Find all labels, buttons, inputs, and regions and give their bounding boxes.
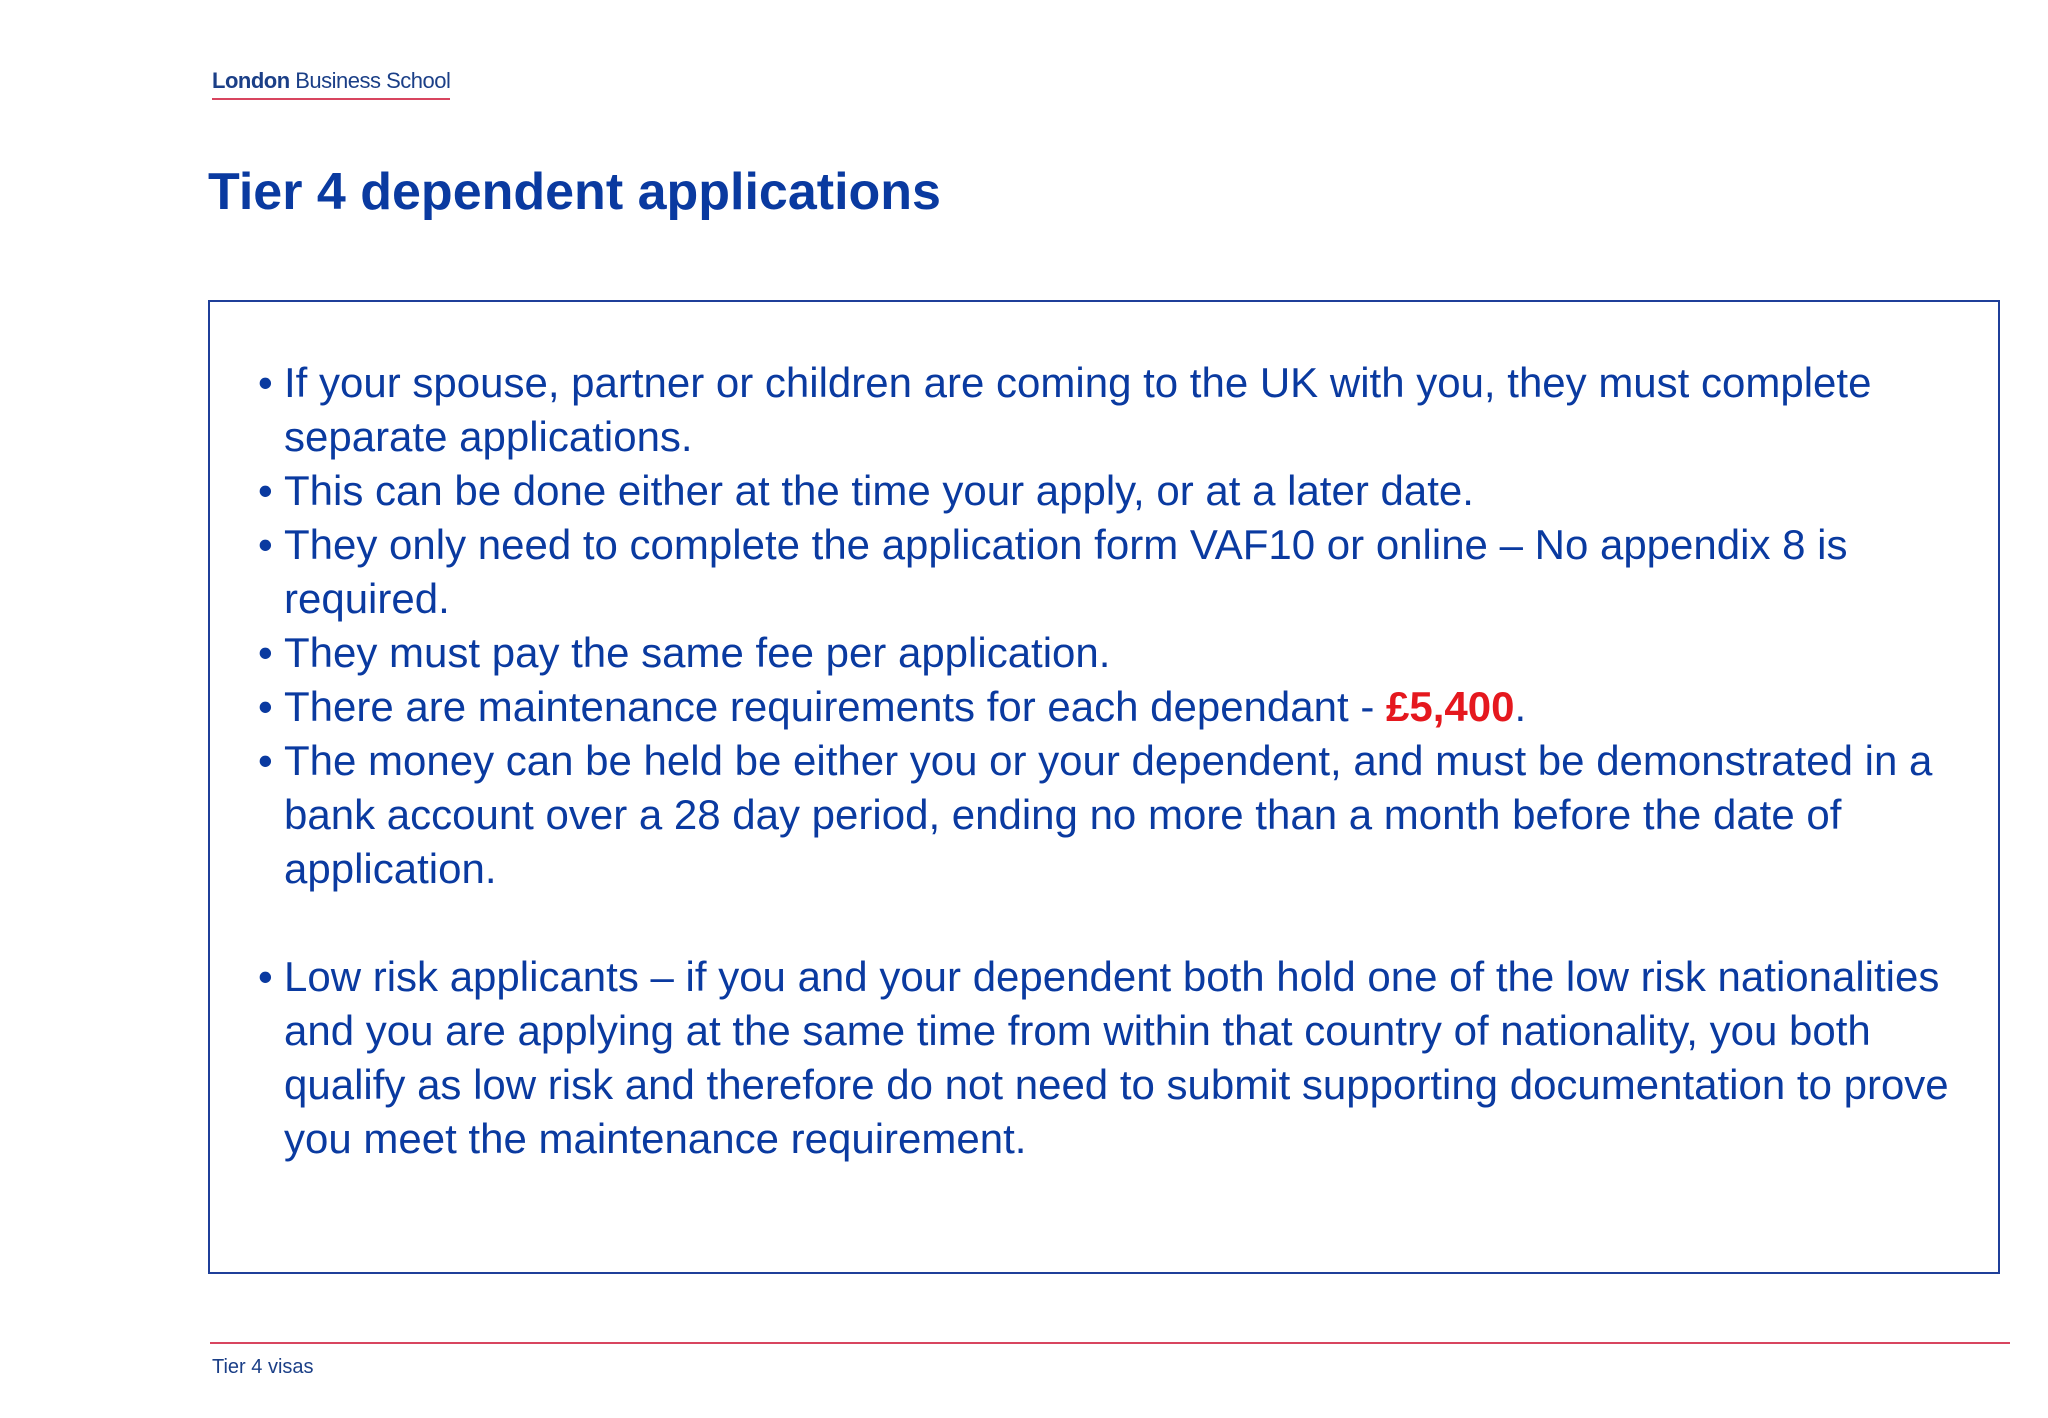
footer-divider [210,1342,2010,1344]
bullet-text: Low risk applicants – if you and your dependent both hold one of the low risk nationalities and you are applying at the same time from within that country of nationality, you both qualify as low risk and therefore do not need to submit supporting documentation to prove you meet the maintenance requirement. [284,953,1949,1162]
logo-bold-text: London [212,68,290,93]
bullet-item-low-risk [258,950,1998,1166]
bullet-dot-icon: • [258,629,273,676]
bullet-text: They only need to complete the application form VAF10 or online – No appendix 8 is required. [284,521,1848,622]
bullet-dot-icon: • [258,521,273,568]
bullet-text: This can be done either at the time your apply, or at a later date. [284,467,1474,514]
bullet-item-money-held [258,734,1998,896]
bullet-text: There are maintenance requirements for each dependant - [284,683,1386,730]
london-business-school-logo [212,68,450,100]
bullet-text: The money can be held be either you or your dependent, and must be demonstrated in a bank account over a 28 day period, ending no more than a month before the date of application. [284,737,1933,892]
bullet-dot-icon: • [258,359,273,406]
slide-title: Tier 4 dependent applications [208,163,941,221]
bullet-text: They must pay the same fee per application. [284,629,1111,676]
bullet-dot-icon: • [258,683,273,730]
bullet-item-form-vaf10 [258,518,1998,626]
bullet-item-timing [258,464,1998,518]
bullet-dot-icon: • [258,953,273,1000]
bullet-text-end: . [1514,683,1527,730]
bullet-item-fee [258,626,1998,680]
logo-regular-text: Business School [289,68,451,93]
bullet-dot-icon: • [258,467,273,514]
footer-label: Tier 4 visas [212,1356,314,1378]
maintenance-amount: £5,400 [1386,683,1515,730]
bullet-list [258,356,1998,1166]
bullet-dot-icon: • [258,737,273,784]
bullet-text: If your spouse, partner or children are coming to the UK with you, they must complete separate applications. [284,359,1872,460]
bullet-item-separate-applications [258,356,1998,464]
bullet-item-maintenance [258,680,1998,734]
content-box [208,300,2000,1274]
